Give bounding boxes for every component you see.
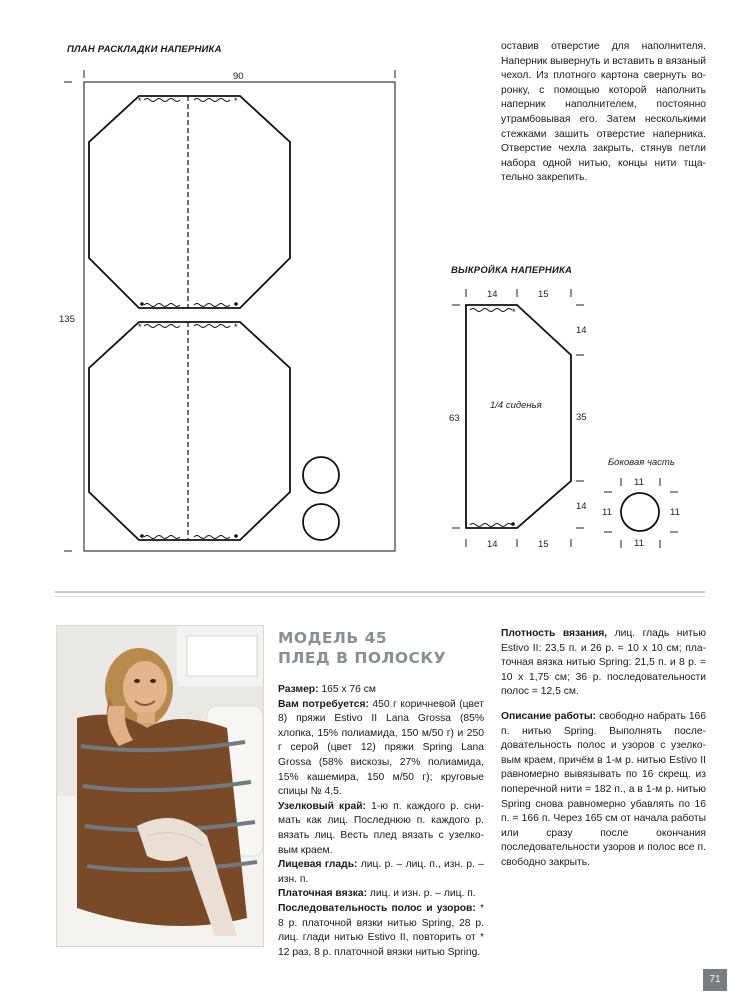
sequence-paragraph xyxy=(278,902,484,960)
side-part-top-label: 11 xyxy=(634,477,644,488)
side-part-circle xyxy=(621,493,659,531)
asterisk-marker: * xyxy=(138,96,142,106)
materials-label: Вам потребуется: xyxy=(278,698,369,710)
right-column-text xyxy=(501,627,706,871)
edge-value: 1-ю п. каждого р. снимать как лиц. Последнюю п. каждого р. вязать лиц. Весть плед вязать с узелковым краем. xyxy=(278,800,484,856)
intro-paragraph: оставив отверстие для наполнителя. Наперник вывернуть и вставить в вязаный чехол. Из плотного картона свернуть воронку, с помощью которой наполнить наперник наполнителем, постоянно утрамбовывая его. Затем несколькими стежками зашить отверстие наперника. Отверстие чехла закрыть, стянув петли набора одной нитью, концы нити тщательно закрепить. xyxy=(501,41,706,184)
seam-mark xyxy=(194,99,230,102)
pattern-outline xyxy=(466,305,571,528)
seam-mark xyxy=(194,536,230,539)
pattern-title: ВЫКРОЙКА НАПЕРНИКА xyxy=(451,265,573,276)
seam-mark xyxy=(144,304,180,307)
gauge-label: Плотность вязания, xyxy=(501,628,608,639)
size-value: 165 х 76 см xyxy=(318,684,376,695)
side-part-left-label: 11 xyxy=(602,507,612,518)
gauge-paragraph xyxy=(501,627,706,700)
page-number: 71 xyxy=(703,969,727,991)
asterisk-marker: * xyxy=(512,307,516,317)
pattern-top-left-label: 14 xyxy=(487,289,498,300)
dot-marker xyxy=(140,534,144,538)
model-photo-illustration xyxy=(57,626,263,946)
pattern-inner-label: 1/4 сиденья xyxy=(490,400,542,411)
pattern-bottom-left-label: 14 xyxy=(487,539,498,550)
seam-mark xyxy=(144,536,180,539)
asterisk-marker: * xyxy=(138,322,142,332)
seam-mark xyxy=(194,325,230,328)
layout-height-label: 135 xyxy=(59,314,75,325)
gauge-value: лиц. гладь нитью Estivo II: 23,5 п. и 26 р. = 10 х 10 см; платочная вязка нитью Spring: 21,5 п. и 8 р. = 10 х 1,75 см; 36 р. последовательности полос = 12,5 см. xyxy=(501,628,707,698)
garter-value: лиц. и изн. р. – лиц. п. xyxy=(367,888,476,900)
work-paragraph xyxy=(501,710,706,871)
section-divider xyxy=(55,591,705,593)
garter-label: Платочная вязка: xyxy=(278,888,368,900)
section-divider-thin xyxy=(55,596,705,597)
side-part-right-label: 11 xyxy=(670,507,680,518)
layout-width-label: 90 xyxy=(233,71,244,82)
octagon-top xyxy=(89,96,290,308)
sequence-value: * 8 р. платочной вязки нитью Spring, 28 р. лиц. глади нитью Estivo II, повторить от * 12 раз, 8 р. платочной вязки нитью Spring. xyxy=(278,902,484,958)
asterisk-marker: * xyxy=(234,322,238,332)
pattern-right-top-label: 14 xyxy=(576,325,587,336)
work-value: свободно набрать 166 п. нитью Spring. Выполнять последовательность полос и узоров с узелковым краем, причём в 1-м р. нитью Estivo II равномерно вывязывать по 16 скрещ. из поперечной нити = 182 п., а в 1-м р. нитью Spring снова равномерно убавлять по 16 п. = 166 п. Через 165 см от начала работы или сразу после окончания последовательности узоров и полос все п. свободно закрыть. xyxy=(501,710,706,868)
side-part-bottom-label: 11 xyxy=(634,538,644,549)
garter-paragraph xyxy=(278,887,484,902)
materials-paragraph xyxy=(278,698,484,800)
size-label: Размер: xyxy=(278,684,319,695)
size-paragraph xyxy=(278,683,484,698)
left-column-text xyxy=(278,683,484,960)
seam-mark xyxy=(470,524,512,527)
sequence-label: Последовательность полос и узоров: xyxy=(278,902,476,914)
pattern-right-bottom-label: 14 xyxy=(576,501,587,512)
dot-marker xyxy=(140,302,144,306)
pattern-bottom-right-label: 15 xyxy=(538,539,549,550)
edge-paragraph xyxy=(278,800,484,858)
stockinette-label: Лицевая гладь: xyxy=(278,859,358,871)
seam-mark xyxy=(470,309,512,312)
octagon-bottom xyxy=(89,322,290,540)
seam-mark xyxy=(144,99,180,102)
side-circle xyxy=(303,504,339,540)
model-title: ПЛЕД В ПОЛОСКУ xyxy=(278,649,447,667)
materials-value: 450 г коричневой (цвет 8) пряжи Estivo II Lana Grossa (85% хлопка, 15% полиамида, 150 м/50 г) и 250 г серой (цвет 12) пряжи Spring Lana Grossa (58% вискозы, 27% полиамида, 15% кашемира, 150 м/50 г); круговые спицы № 4,5. xyxy=(278,698,484,798)
dot-marker xyxy=(234,534,238,538)
work-label: Описание работы: xyxy=(501,710,597,722)
layout-plan-title: ПЛАН РАСКЛАДКИ НАПЕРНИКА xyxy=(67,44,222,55)
side-part-title: Боковая часть xyxy=(608,457,675,468)
edge-label: Узелковый край: xyxy=(278,800,366,812)
fabric-outline xyxy=(84,82,395,551)
pattern-right-middle-label: 35 xyxy=(576,412,587,423)
stockinette-paragraph xyxy=(278,858,484,887)
seam-mark xyxy=(144,325,180,328)
side-circle xyxy=(303,457,339,493)
layout-plan-diagram xyxy=(60,62,410,562)
asterisk-marker: * xyxy=(234,96,238,106)
pattern-left-height-label: 63 xyxy=(449,413,460,424)
model-photo xyxy=(56,625,264,947)
seam-mark xyxy=(194,304,230,307)
model-number: МОДЕЛЬ 45 xyxy=(278,629,388,647)
pattern-top-right-label: 15 xyxy=(538,289,549,300)
dot-marker xyxy=(234,302,238,306)
stockinette-value: лиц. р. – лиц. п., изн. р. – изн. п. xyxy=(278,859,485,885)
dot-marker xyxy=(511,522,515,526)
